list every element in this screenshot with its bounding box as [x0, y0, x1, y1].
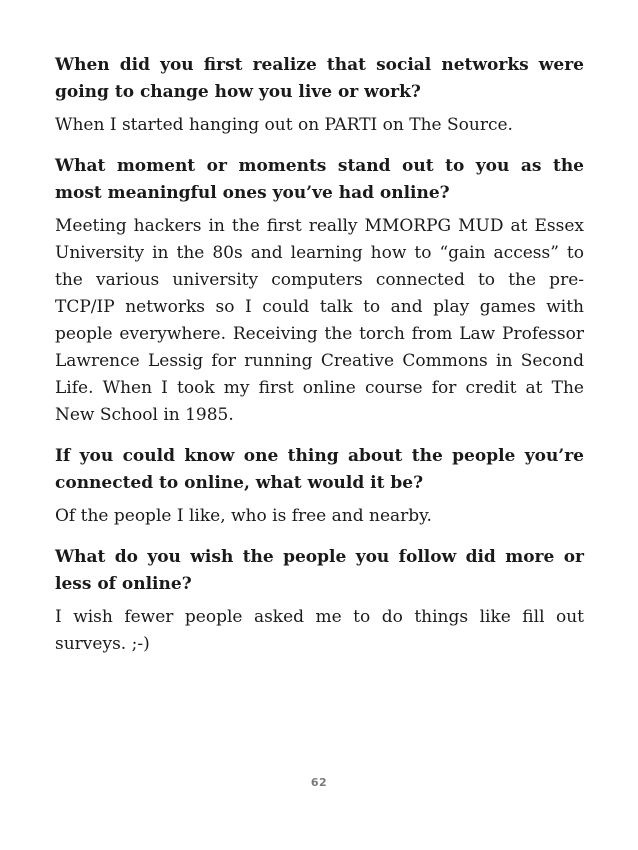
answer-4: I wish fewer people asked me to do things like fill out surveys. ;-) — [55, 607, 584, 654]
question-1: When did you first realize that social networks were going to change how you live or work? — [55, 55, 584, 102]
answer-3: Of the people I like, who is free and nearby. — [55, 506, 432, 526]
question-3: If you could know one thing about the people you’re connected to online, what would it be? — [55, 446, 584, 493]
qa-block-4 — [55, 544, 584, 658]
page-number: 62 — [310, 776, 328, 789]
document-page — [55, 52, 584, 672]
answer-1: When I started hanging out on PARTI on The Source. — [55, 115, 513, 135]
qa-block-2 — [55, 153, 584, 429]
answer-2: Meeting hackers in the first really MMORPG MUD at Essex University in the 80s and learning how to “gain access” to the various university computers connected to the pre-TCP/IP networks so I could talk to and play games with people everywhere. Receiving the torch from Law Professor Lawrence Lessig for running Creative Commons in Second Life. When I took my first online course for credit at The New School in 1985. — [55, 216, 584, 425]
qa-block-1 — [55, 52, 584, 139]
question-2: What moment or moments stand out to you as the most meaningful ones you’ve had online? — [55, 156, 584, 203]
question-4: What do you wish the people you follow did more or less of online? — [55, 547, 584, 594]
qa-block-3 — [55, 443, 584, 530]
